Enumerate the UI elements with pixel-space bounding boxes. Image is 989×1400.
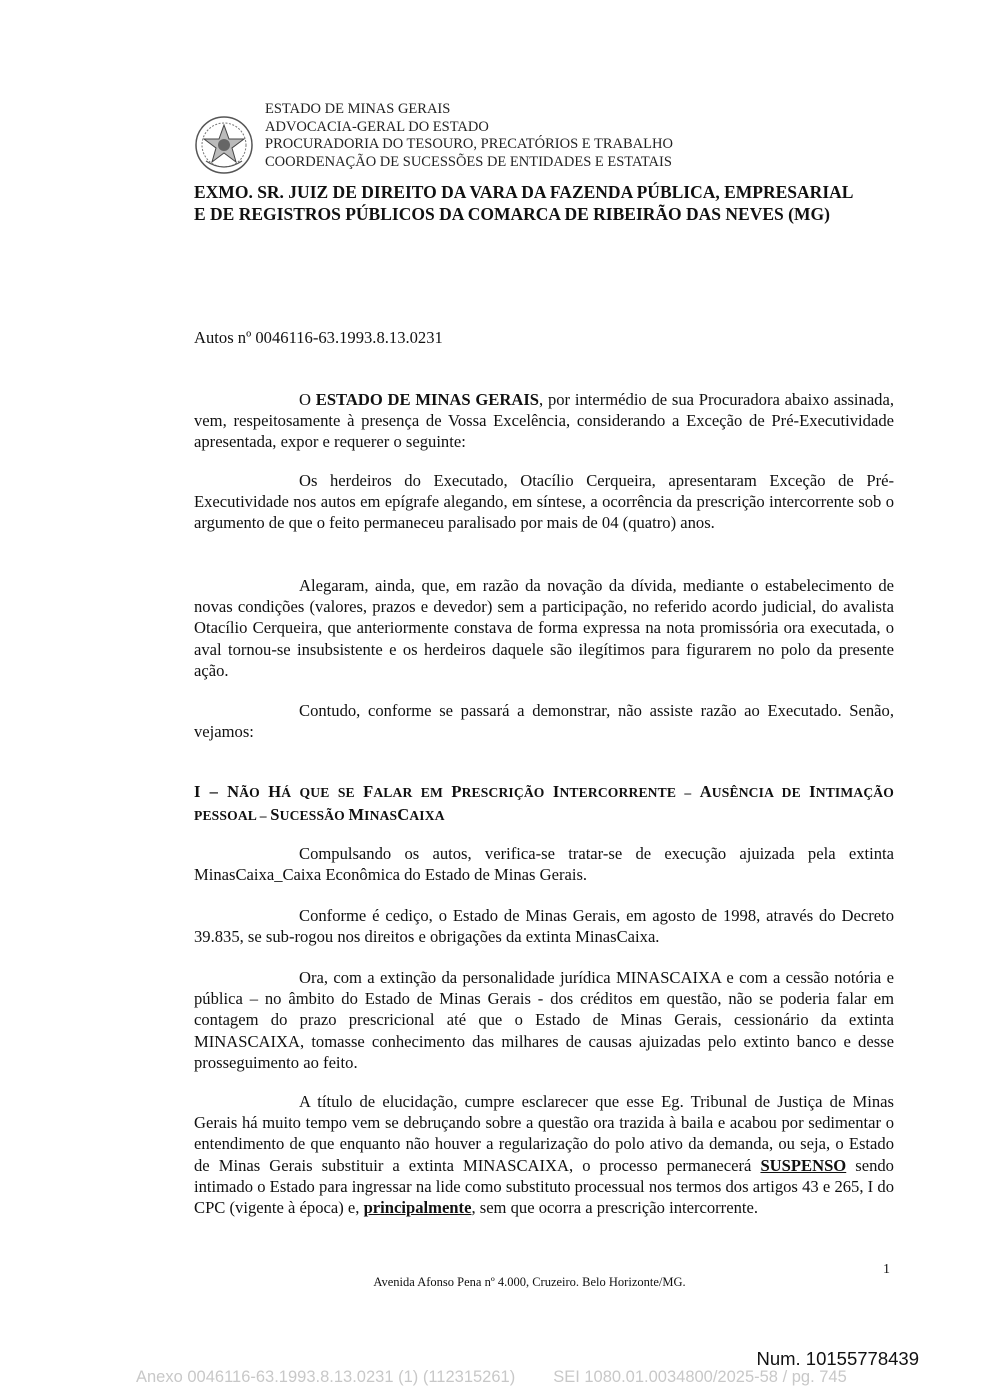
addressee-block: [194, 181, 899, 225]
elucidacao-text-1: A título de elucidação, cumpre esclarecer que esse Eg. Tribunal de Justiça de Minas Gerais há muito tempo vem se debruçando sobre a questão ora trazida à baila e acabou por sedimentar o entendimento de que enquanto não houver a regularização do polo ativo da demanda, ou seja, o Estado de Minas Gerais substituir a extinta MINASCAIXA, o processo permanecerá: [194, 1092, 894, 1175]
addressee-line-2: E DE REGISTROS PÚBLICOS DA COMARCA DE RIBEIRÃO DAS NEVES (MG): [194, 204, 830, 224]
paragraph-conforme: Conforme é cediço, o Estado de Minas Gerais, em agosto de 1998, através do Decreto 39.835, se sub-rogou nos direitos e obrigações da extinta MinasCaixa.: [194, 906, 894, 947]
document-number: Num. 10155778439: [756, 1348, 919, 1369]
sei-reference: SEI 1080.01.0034800/2025-58 / pg. 745: [553, 1368, 847, 1386]
paragraph-elucidacao: [194, 1091, 894, 1218]
paragraph-alegaram: Alegaram, ainda, que, em razão da novação da dívida, mediante o estabelecimento de novas condições (valores, prazos e devedor) sem a participação, no referido acordo judicial, do avalista Otacílio Cerqueira, que anteriormente constava de forma expressa na nota promissória ora executada, o aval tornou-se insubsistente e os herdeiros daquele são ilegítimos para figurarem no polo da presente ação.: [194, 576, 894, 680]
paragraph-ora: Ora, com a extinção da personalidade jurídica MINASCAIXA e com a cessão notória e pública – no âmbito do Estado de Minas Gerais - dos créditos em questão, não se poderia falar em contagem do prazo prescricional até que o Estado de Minas Gerais, cessionário da extinta MINASCAIXA, tomasse conhecimento das milhares de causas ajuizadas pelo extinto banco e desse prosseguimento ao feito.: [194, 968, 894, 1072]
paragraph-herdeiros: Os herdeiros do Executado, Otacílio Cerqueira, apresentaram Exceção de Pré-Executividade nos autos em epígrafe alegando, em síntese, a ocorrência da prescrição intercorrente sob o argumento de que o feito permaneceu paralisado por mais de 04 (quatro) anos.: [194, 471, 894, 533]
page-number: 1: [883, 1262, 890, 1277]
case-number: Autos nº 0046116-63.1993.8.13.0231: [194, 328, 443, 347]
addressee-line-1: EXMO. SR. JUIZ DE DIREITO DA VARA DA FAZENDA PÚBLICA, EMPRESARIAL: [194, 182, 854, 202]
elucidacao-text-3: , sem que ocorra a prescrição intercorrente.: [471, 1198, 758, 1218]
annex-stamp: [136, 1368, 847, 1387]
intro-text: , por intermédio de sua Procuradora abaixo assinada, vem, respeitosamente à presença de Vossa Excelência, considerando a Exceção de Pré-Executividade apresentada, expor e requerer o seguinte:: [194, 390, 894, 452]
header-line-procuradoria: PROCURADORIA DO TESOURO, PRECATÓRIOS E TRABALHO: [265, 136, 673, 152]
footer-address: Avenida Afonso Pena nº 4.000, Cruzeiro. Belo Horizonte/MG.: [373, 1275, 686, 1289]
annex-reference: Anexo 0046116-63.1993.8.13.0231 (1) (112315261): [136, 1368, 516, 1386]
coat-of-arms-seal-icon: [194, 115, 254, 175]
paragraph-compulsando: Compulsando os autos, verifica-se tratar-se de execução ajuizada pela extinta MinasCaixa_Caixa Econômica do Estado de Minas Gerais.: [194, 844, 894, 885]
header-line-agency: ADVOCACIA-GERAL DO ESTADO: [265, 118, 489, 135]
section-heading: I – NÃO HÁ QUE SE FALAR EM PRESCRIÇÃO INTERCORRENTE – AUSÊNCIA DE INTIMAÇÃO PESSOAL – SUCESSÃO MINASCAIXA: [194, 782, 894, 824]
intro-prefix: O: [299, 390, 316, 409]
institution-header: [265, 101, 673, 171]
paragraph-contudo: Contudo, conforme se passará a demonstrar, não assiste razão ao Executado. Senão, vejamos:: [194, 701, 894, 742]
header-line-state: ESTADO DE MINAS GERAIS: [265, 101, 451, 117]
emphasis-principalmente: principalmente: [363, 1198, 472, 1218]
emphasis-suspenso: SUSPENSO: [760, 1155, 847, 1175]
party-name: ESTADO DE MINAS GERAIS: [315, 390, 540, 409]
intro-paragraph: [194, 389, 894, 453]
header-line-coordenacao: COORDENAÇÃO DE SUCESSÕES DE ENTIDADES E ESTATAIS: [265, 153, 672, 170]
elucidacao-text-2: sendo intimado o Estado para ingressar na lide como substituto processual nos termos dos artigos 43 e 265, I do CPC (vigente à época) e,: [194, 1155, 894, 1218]
